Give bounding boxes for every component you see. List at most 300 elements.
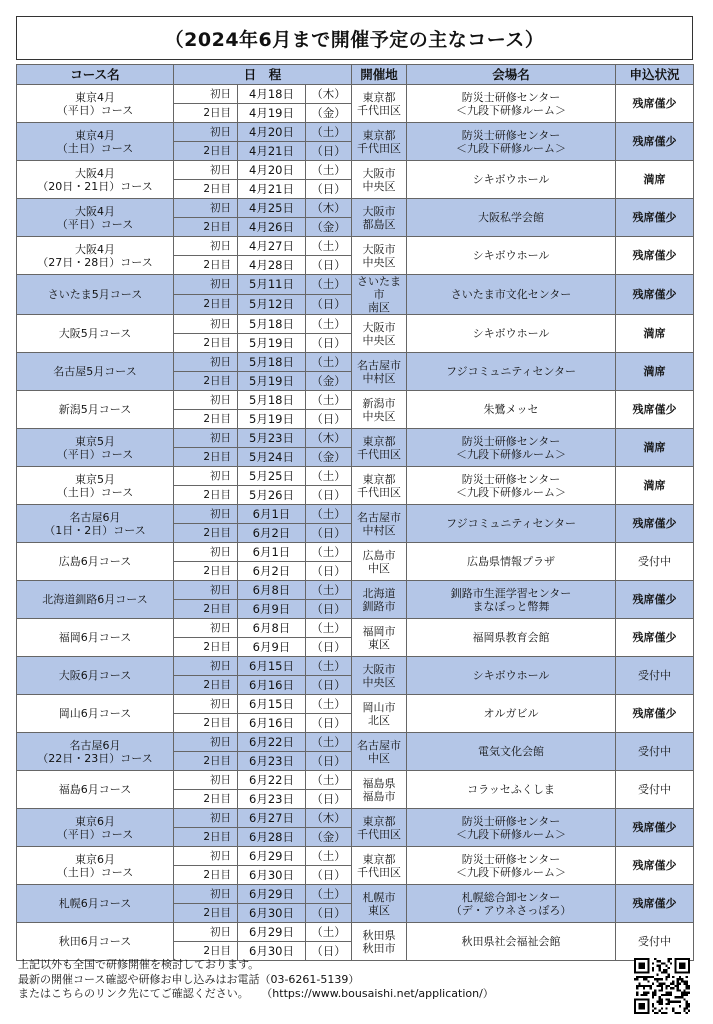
course-venue-line: 釧路市生涯学習センター [450,586,572,600]
course-place-line: 大阪市 [362,166,396,180]
course-name [17,199,174,237]
course-name [17,885,174,923]
course-venue [407,771,616,809]
course-date: 6月29日 [238,885,306,904]
course-venue-line: フジコミュニティセンター [446,517,577,530]
page-title [16,16,693,60]
course-place [352,581,407,619]
course-place [352,847,407,885]
day-label: 初日 [174,315,238,334]
course-name-line: 福島6月コース [58,783,132,796]
course-date: 4月21日 [238,142,306,161]
course-venue-line: ＜九段下研修ルーム＞ [456,141,567,155]
day-label: 2日目 [174,486,238,505]
application-status: 残席僅少 [616,581,694,619]
course-date: 5月19日 [238,372,306,391]
course-name-line: 新潟5月コース [58,403,132,416]
course-weekday: （日） [306,180,352,199]
course-place [352,275,407,315]
course-place-line: 千代田区 [357,141,402,155]
day-label: 初日 [174,353,238,372]
course-place-line: 中区 [368,751,391,765]
course-venue-line: シキボウホール [472,327,550,340]
course-venue-line: まなぼっと幣舞 [472,599,550,613]
course-place [352,809,407,847]
course-date: 6月29日 [238,923,306,942]
course-weekday: （日） [306,904,352,923]
course-date: 6月27日 [238,809,306,828]
application-status: 受付中 [616,923,694,961]
header-status: 申込状況 [616,65,694,85]
course-name-line: （平日）コース [56,447,134,461]
course-date: 6月15日 [238,695,306,714]
course-weekday: （土） [306,619,352,638]
course-place [352,619,407,657]
application-status: 残席僅少 [616,809,694,847]
course-place-line: 大阪市 [362,242,396,256]
course-place-line: 名古屋市 [357,738,402,752]
day-label: 2日目 [174,562,238,581]
course-weekday: （金） [306,218,352,237]
course-place-line: 南区 [368,301,391,314]
table-row [17,429,694,448]
course-name [17,695,174,733]
course-venue [407,467,616,505]
course-place [352,733,407,771]
course-weekday: （金） [306,104,352,123]
day-label: 2日目 [174,104,238,123]
course-name-line: （土日）コース [56,485,134,499]
table-row [17,467,694,486]
course-place-line: 都島区 [362,217,396,231]
course-venue-line: 大阪私学会館 [478,211,545,224]
course-place [352,161,407,199]
day-label: 初日 [174,85,238,104]
course-place-line: 千代田区 [357,485,402,499]
table-row [17,923,694,942]
course-weekday: （土） [306,467,352,486]
course-weekday: （日） [306,600,352,619]
day-label: 2日目 [174,256,238,275]
course-venue [407,543,616,581]
course-name [17,429,174,467]
course-weekday: （土） [306,581,352,600]
course-place-line: 秋田市 [362,941,396,955]
course-date: 6月1日 [238,505,306,524]
course-date: 5月18日 [238,315,306,334]
course-venue [407,847,616,885]
course-venue-line: ＜九段下研修ルーム＞ [456,865,567,879]
course-name [17,771,174,809]
footer-note [18,958,618,1002]
course-weekday: （日） [306,790,352,809]
course-name [17,123,174,161]
course-place-line: 東京都 [362,434,396,448]
day-label: 2日目 [174,828,238,847]
course-name-line: （1日・2日）コース [44,523,146,537]
course-date: 5月23日 [238,429,306,448]
course-weekday: （日） [306,752,352,771]
course-name-line: （20日・21日）コース [37,179,153,193]
application-status: 残席僅少 [616,619,694,657]
course-place-line: 中央区 [362,409,396,423]
course-place-line: 東京都 [362,852,396,866]
day-label: 初日 [174,771,238,790]
course-venue-line: 防災士研修センター [461,90,561,104]
course-venue [407,619,616,657]
course-place-line: 千代田区 [357,447,402,461]
course-venue-line: 広島県情報プラザ [467,555,556,568]
table-body [17,85,694,961]
course-weekday: （日） [306,295,352,315]
day-label: 初日 [174,619,238,638]
course-venue-line: 秋田県社会福祉会館 [461,935,561,948]
course-weekday: （土） [306,771,352,790]
course-place-line: 新潟市 [362,396,396,410]
course-place-line: 中央区 [362,675,396,689]
day-label: 2日目 [174,334,238,353]
course-weekday: （土） [306,315,352,334]
day-label: 2日目 [174,676,238,695]
application-status: 満席 [616,429,694,467]
header-course: コース名 [17,65,174,85]
course-venue [407,505,616,543]
course-place-line: 大阪市 [362,320,396,334]
course-weekday: （金） [306,448,352,467]
course-name [17,809,174,847]
course-place [352,885,407,923]
course-place [352,923,407,961]
table-row [17,809,694,828]
table-row [17,619,694,638]
course-venue [407,733,616,771]
course-weekday: （日） [306,410,352,429]
course-venue [407,923,616,961]
course-place-line: 東京都 [362,90,396,104]
course-weekday: （金） [306,372,352,391]
day-label: 初日 [174,391,238,410]
course-weekday: （土） [306,161,352,180]
course-place-line: 名古屋市 [357,358,402,372]
course-date: 6月16日 [238,676,306,695]
course-date: 6月30日 [238,866,306,885]
course-name-line: （土日）コース [56,865,134,879]
header-schedule: 日 程 [174,65,352,85]
course-venue-line: 防災士研修センター [461,128,561,142]
course-venue [407,429,616,467]
course-place-line: 福島市 [362,789,396,803]
day-label: 初日 [174,467,238,486]
course-weekday: （金） [306,828,352,847]
course-venue-line: 朱鷺メッセ [483,403,539,416]
course-name [17,237,174,275]
course-name-line: 福岡6月コース [58,631,132,644]
day-label: 2日目 [174,638,238,657]
day-label: 2日目 [174,524,238,543]
qr-code[interactable] [634,958,690,1014]
course-place-line: 大阪市 [362,662,396,676]
course-place-line: 岡山市 [362,700,396,714]
course-weekday: （日） [306,866,352,885]
course-name [17,733,174,771]
course-venue-line: ＜九段下研修ルーム＞ [456,827,567,841]
course-place [352,315,407,353]
course-weekday: （木） [306,85,352,104]
course-name [17,619,174,657]
day-label: 2日目 [174,790,238,809]
course-date: 6月23日 [238,752,306,771]
course-venue [407,809,616,847]
course-name-line: 東京5月 [75,472,115,486]
course-venue-line: シキボウホール [472,173,550,186]
course-date: 6月2日 [238,562,306,581]
course-venue-line: 防災士研修センター [461,472,561,486]
course-place [352,85,407,123]
footer-line: 上記以外も全国で研修開催を検討しております。 [18,958,260,971]
day-label: 2日目 [174,372,238,391]
day-label: 2日目 [174,866,238,885]
day-label: 2日目 [174,942,238,961]
day-label: 2日目 [174,410,238,429]
course-venue [407,237,616,275]
day-label: 初日 [174,695,238,714]
course-name-line: （土日）コース [56,141,134,155]
course-weekday: （土） [306,505,352,524]
course-weekday: （土） [306,695,352,714]
course-date: 4月19日 [238,104,306,123]
course-weekday: （日） [306,676,352,695]
course-place-line: 東区 [368,637,391,651]
course-name-line: （27日・28日）コース [37,255,153,269]
table-row [17,771,694,790]
table-row [17,885,694,904]
course-name-line: 岡山6月コース [58,707,132,720]
course-place-line: さいたま市 [357,275,402,301]
application-status: 残席僅少 [616,847,694,885]
course-name [17,505,174,543]
course-venue-line: ＜九段下研修ルーム＞ [456,103,567,117]
application-status: 満席 [616,161,694,199]
course-date: 6月15日 [238,657,306,676]
course-venue [407,391,616,429]
course-place [352,657,407,695]
course-date: 5月19日 [238,410,306,429]
table-row [17,123,694,142]
course-date: 6月28日 [238,828,306,847]
course-name-line: （平日）コース [56,217,134,231]
course-weekday: （土） [306,847,352,866]
course-name-line: 秋田6月コース [58,935,132,948]
course-weekday: （日） [306,256,352,275]
table-row [17,505,694,524]
table-row [17,85,694,104]
course-date: 6月9日 [238,638,306,657]
day-label: 2日目 [174,218,238,237]
table-row [17,353,694,372]
day-label: 初日 [174,123,238,142]
course-date: 6月22日 [238,771,306,790]
day-label: 初日 [174,505,238,524]
course-venue-line: 電気文化会館 [478,745,545,758]
course-name [17,543,174,581]
course-venue [407,275,616,315]
course-date: 5月18日 [238,391,306,410]
course-place-line: 秋田県 [362,928,396,942]
application-status: 受付中 [616,543,694,581]
course-name-line: 東京4月 [75,128,115,142]
course-name-line: 東京4月 [75,90,115,104]
course-name [17,923,174,961]
course-name [17,275,174,315]
course-name [17,657,174,695]
course-venue [407,123,616,161]
course-name [17,161,174,199]
course-place [352,543,407,581]
course-place-line: 千代田区 [357,827,402,841]
course-place-line: 福島県 [362,776,396,790]
table-row [17,543,694,562]
application-status: 残席僅少 [616,85,694,123]
course-date: 6月8日 [238,619,306,638]
course-name-line: 大阪6月コース [58,669,132,682]
day-label: 2日目 [174,448,238,467]
course-date: 6月9日 [238,600,306,619]
course-venue [407,353,616,391]
table-row [17,315,694,334]
application-status: 満席 [616,315,694,353]
course-venue-line: シキボウホール [472,249,550,262]
application-status: 満席 [616,353,694,391]
course-venue [407,315,616,353]
table-row [17,161,694,180]
course-date: 4月26日 [238,218,306,237]
course-place-line: 千代田区 [357,865,402,879]
course-date: 5月11日 [238,275,306,295]
day-label: 初日 [174,237,238,256]
course-name-line: さいたま5月コース [47,288,143,301]
course-date: 4月25日 [238,199,306,218]
course-name-line: 大阪4月 [75,242,115,256]
course-venue-line: 防災士研修センター [461,434,561,448]
course-date: 6月22日 [238,733,306,752]
course-place-line: 釧路市 [362,599,396,613]
course-place [352,429,407,467]
course-place [352,391,407,429]
table-row [17,733,694,752]
course-venue [407,161,616,199]
course-date: 5月19日 [238,334,306,353]
course-place-line: 千代田区 [357,103,402,117]
day-label: 初日 [174,733,238,752]
application-status: 残席僅少 [616,391,694,429]
course-date: 6月30日 [238,942,306,961]
application-status: 残席僅少 [616,885,694,923]
course-venue-line: シキボウホール [472,669,550,682]
table-row [17,581,694,600]
course-weekday: （木） [306,809,352,828]
course-weekday: （日） [306,524,352,543]
application-status: 残席僅少 [616,199,694,237]
course-venue [407,85,616,123]
course-weekday: （土） [306,885,352,904]
course-venue [407,657,616,695]
course-date: 6月16日 [238,714,306,733]
course-name-line: （平日）コース [56,103,134,117]
course-place [352,353,407,391]
course-weekday: （土） [306,923,352,942]
course-venue-line: ＜九段下研修ルーム＞ [456,485,567,499]
course-date: 4月20日 [238,161,306,180]
course-date: 4月21日 [238,180,306,199]
day-label: 初日 [174,657,238,676]
application-status: 残席僅少 [616,505,694,543]
course-place-line: 東区 [368,903,391,917]
course-name-line: 名古屋6月 [69,738,121,752]
course-date: 4月20日 [238,123,306,142]
day-label: 初日 [174,275,238,295]
course-name [17,581,174,619]
day-label: 2日目 [174,142,238,161]
header-venue: 会場名 [407,65,616,85]
day-label: 初日 [174,581,238,600]
course-date: 5月12日 [238,295,306,315]
course-place-line: 中村区 [362,371,396,385]
course-venue-line: フジコミュニティセンター [446,365,577,378]
course-weekday: （日） [306,142,352,161]
course-date: 6月23日 [238,790,306,809]
course-date: 6月30日 [238,904,306,923]
course-weekday: （日） [306,638,352,657]
footer-line [18,987,618,1002]
course-name-line: 名古屋6月 [69,510,121,524]
course-place-line: 東京都 [362,472,396,486]
table-row [17,275,694,295]
course-venue-line: コラッセふくしま [467,783,555,796]
course-name-line: 大阪4月 [75,204,115,218]
course-weekday: （土） [306,391,352,410]
course-weekday: （日） [306,714,352,733]
course-place [352,695,407,733]
course-place [352,467,407,505]
day-label: 2日目 [174,904,238,923]
application-link[interactable]: （https://www.bousaishi.net/application/） [266,987,494,1000]
course-name [17,315,174,353]
page-title-text: （2024年6月まで開催予定の主なコース） [164,28,545,51]
day-label: 初日 [174,161,238,180]
course-place-line: 北区 [368,713,391,727]
course-date: 4月28日 [238,256,306,275]
day-label: 初日 [174,847,238,866]
course-weekday: （土） [306,657,352,676]
course-place [352,505,407,543]
course-date: 5月18日 [238,353,306,372]
day-label: 2日目 [174,600,238,619]
table-row [17,657,694,676]
course-place-line: 大阪市 [362,204,396,218]
day-label: 初日 [174,923,238,942]
course-place-line: 中央区 [362,179,396,193]
footer-line-text: またはこちらのリンク先にてご確認ください。 [18,987,249,1000]
table-row [17,237,694,256]
course-date: 6月1日 [238,543,306,562]
course-venue-line: 防災士研修センター [461,814,561,828]
course-date: 6月29日 [238,847,306,866]
table-row [17,199,694,218]
course-name [17,847,174,885]
course-weekday: （日） [306,486,352,505]
application-status: 受付中 [616,657,694,695]
day-label: 初日 [174,199,238,218]
